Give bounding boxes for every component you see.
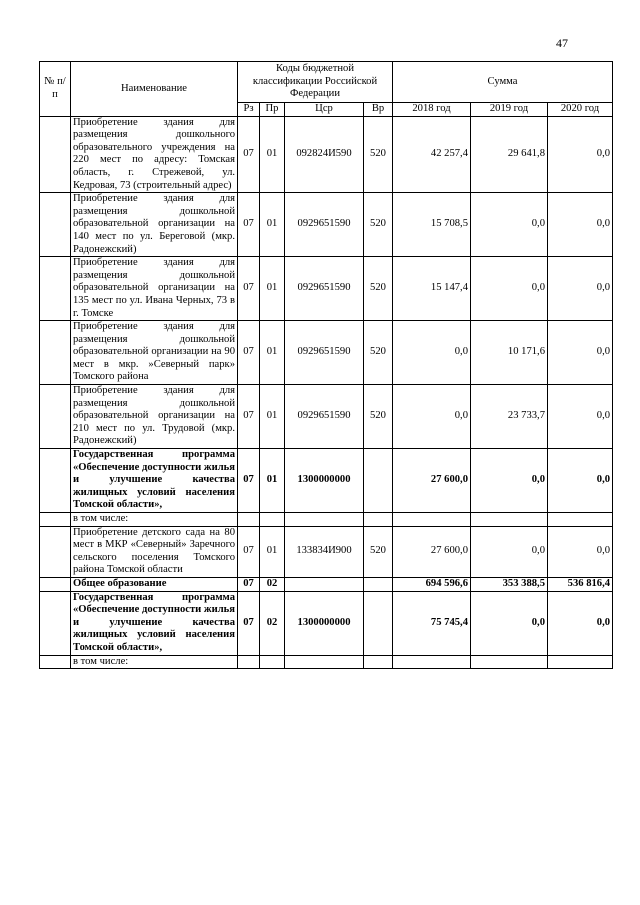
row-rz: 07 <box>238 449 260 513</box>
table-row <box>40 591 613 655</box>
row-pr <box>260 513 285 527</box>
row-2018 <box>393 655 471 669</box>
table-row <box>40 655 613 669</box>
row-rz: 07 <box>238 321 260 385</box>
row-number-cell <box>40 526 71 577</box>
row-2018: 27 600,0 <box>393 449 471 513</box>
row-2020: 536 816,4 <box>548 577 613 591</box>
row-2018 <box>393 513 471 527</box>
row-csr: 0929651590 <box>285 385 364 449</box>
row-2018: 0,0 <box>393 321 471 385</box>
row-pr: 01 <box>260 193 285 257</box>
row-name: Приобретение здания для размещения дошкольной образовательной организации на 90 мест в мкр. »Северный парк» Томского района <box>71 321 238 385</box>
row-csr <box>285 577 364 591</box>
row-2019: 0,0 <box>471 526 548 577</box>
row-2018: 42 257,4 <box>393 116 471 193</box>
row-pr: 01 <box>260 449 285 513</box>
header-sum: Сумма <box>393 62 613 103</box>
row-pr: 02 <box>260 577 285 591</box>
row-pr: 01 <box>260 321 285 385</box>
row-vr: 520 <box>364 257 393 321</box>
row-2020: 0,0 <box>548 257 613 321</box>
row-name: Государственная программа «Обеспечение доступности жилья и улучшение качества жилищных условий населения Томской области», <box>71 591 238 655</box>
row-name: Общее образование <box>71 577 238 591</box>
table-row <box>40 577 613 591</box>
row-rz: 07 <box>238 116 260 193</box>
row-2019: 0,0 <box>471 449 548 513</box>
row-pr <box>260 655 285 669</box>
row-number-cell <box>40 655 71 669</box>
row-2019: 29 641,8 <box>471 116 548 193</box>
table-row <box>40 116 613 193</box>
row-number-cell <box>40 591 71 655</box>
row-number-cell <box>40 116 71 193</box>
header-2019: 2019 год <box>471 103 548 117</box>
row-2020: 0,0 <box>548 321 613 385</box>
row-csr: 0929651590 <box>285 193 364 257</box>
row-pr: 02 <box>260 591 285 655</box>
row-2019: 10 171,6 <box>471 321 548 385</box>
row-2019: 0,0 <box>471 193 548 257</box>
row-csr <box>285 655 364 669</box>
row-csr: 133834И900 <box>285 526 364 577</box>
row-name: Приобретение детского сада на 80 мест в МКР «Северный» Заречного сельского поселения Томского района Томской области <box>71 526 238 577</box>
row-2020: 0,0 <box>548 526 613 577</box>
row-number-cell <box>40 577 71 591</box>
row-2020: 0,0 <box>548 591 613 655</box>
row-2018: 15 147,4 <box>393 257 471 321</box>
table-row <box>40 193 613 257</box>
row-vr <box>364 449 393 513</box>
row-rz: 07 <box>238 577 260 591</box>
row-rz: 07 <box>238 385 260 449</box>
row-2018: 15 708,5 <box>393 193 471 257</box>
row-2020 <box>548 655 613 669</box>
header-number: № п/п <box>40 62 71 117</box>
row-vr <box>364 513 393 527</box>
table-row <box>40 257 613 321</box>
row-2019: 23 733,7 <box>471 385 548 449</box>
row-2020: 0,0 <box>548 193 613 257</box>
row-name: Приобретение здания для размещения дошкольного образовательного учреждения на 220 мест по адресу: Томская область, г. Стрежевой, ул. Кедровая, 73 (строительный адрес) <box>71 116 238 193</box>
row-2020: 0,0 <box>548 385 613 449</box>
row-csr: 1300000000 <box>285 449 364 513</box>
row-csr <box>285 513 364 527</box>
row-number-cell <box>40 321 71 385</box>
row-rz: 07 <box>238 591 260 655</box>
row-number-cell <box>40 385 71 449</box>
row-rz <box>238 655 260 669</box>
row-2020: 0,0 <box>548 449 613 513</box>
row-number-cell <box>40 257 71 321</box>
header-codes: Коды бюджетной классификации Российской Федерации <box>238 62 393 103</box>
row-vr: 520 <box>364 193 393 257</box>
row-vr <box>364 577 393 591</box>
row-2019: 0,0 <box>471 591 548 655</box>
row-pr: 01 <box>260 526 285 577</box>
row-name: Приобретение здания для размещения дошкольной образовательной организации на 140 мест по ул. Береговой (мкр. Радонежский) <box>71 193 238 257</box>
row-name: Приобретение здания для размещения дошкольной образовательной организации на 210 мест по ул. Трудовой (мкр. Радонежский) <box>71 385 238 449</box>
row-2019 <box>471 513 548 527</box>
row-name: Государственная программа «Обеспечение доступности жилья и улучшение качества жилищных условий населения Томской области», <box>71 449 238 513</box>
table-row <box>40 321 613 385</box>
row-2020 <box>548 513 613 527</box>
row-2018: 694 596,6 <box>393 577 471 591</box>
header-rz: Рз <box>238 103 260 117</box>
row-rz: 07 <box>238 526 260 577</box>
row-name: в том числе: <box>71 513 238 527</box>
row-2020: 0,0 <box>548 116 613 193</box>
row-name: Приобретение здания для размещения дошкольной образовательной организации на 135 мест по ул. Ивана Черных, 73 в г. Томске <box>71 257 238 321</box>
page-number: 47 <box>556 36 568 50</box>
row-rz <box>238 513 260 527</box>
header-2020: 2020 год <box>548 103 613 117</box>
row-csr: 1300000000 <box>285 591 364 655</box>
header-pr: Пр <box>260 103 285 117</box>
row-rz: 07 <box>238 257 260 321</box>
row-number-cell <box>40 193 71 257</box>
row-pr: 01 <box>260 257 285 321</box>
header-csr: Цср <box>285 103 364 117</box>
header-vr: Вр <box>364 103 393 117</box>
row-pr: 01 <box>260 385 285 449</box>
header-2018: 2018 год <box>393 103 471 117</box>
row-2019 <box>471 655 548 669</box>
row-csr: 092824И590 <box>285 116 364 193</box>
row-csr: 0929651590 <box>285 257 364 321</box>
row-2018: 27 600,0 <box>393 526 471 577</box>
row-pr: 01 <box>260 116 285 193</box>
row-2019: 353 388,5 <box>471 577 548 591</box>
table-row <box>40 385 613 449</box>
row-number-cell <box>40 449 71 513</box>
row-csr: 0929651590 <box>285 321 364 385</box>
row-vr: 520 <box>364 385 393 449</box>
row-vr <box>364 655 393 669</box>
row-vr: 520 <box>364 321 393 385</box>
row-2019: 0,0 <box>471 257 548 321</box>
row-vr <box>364 591 393 655</box>
header-name: Наименование <box>71 62 238 117</box>
row-2018: 0,0 <box>393 385 471 449</box>
row-rz: 07 <box>238 193 260 257</box>
row-vr: 520 <box>364 526 393 577</box>
row-2018: 75 745,4 <box>393 591 471 655</box>
table-row <box>40 449 613 513</box>
row-number-cell <box>40 513 71 527</box>
row-vr: 520 <box>364 116 393 193</box>
row-name: в том числе: <box>71 655 238 669</box>
budget-table <box>39 61 613 669</box>
table-row <box>40 526 613 577</box>
table-row <box>40 513 613 527</box>
